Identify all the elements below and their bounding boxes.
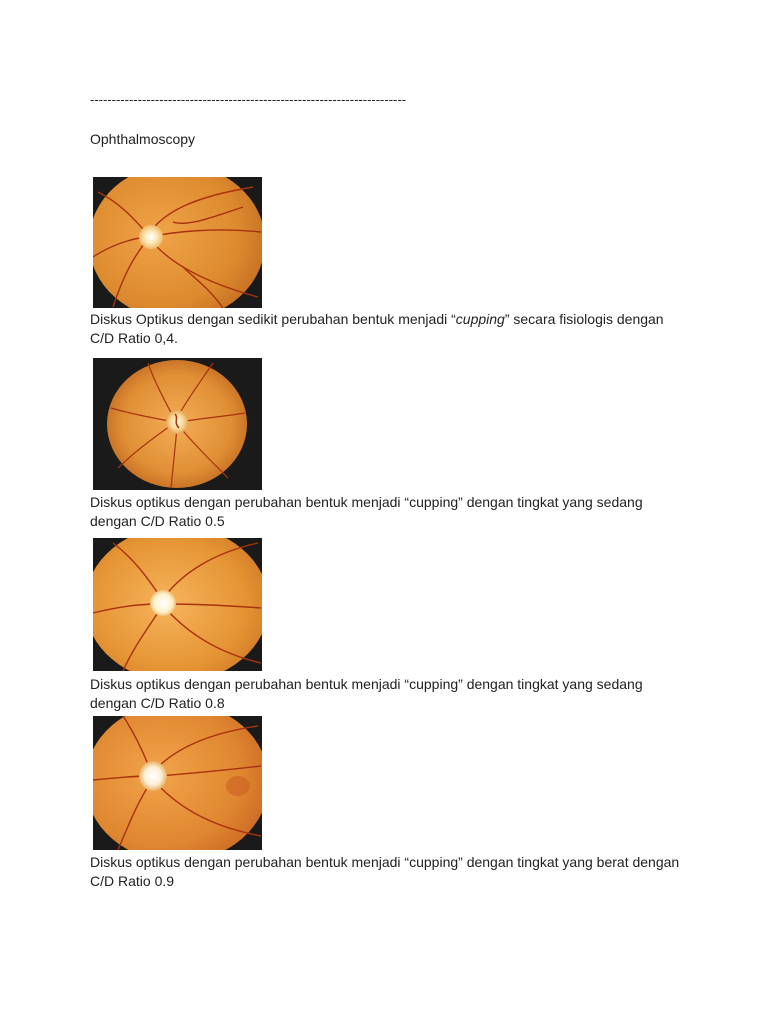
fundus-photo-icon xyxy=(93,538,262,671)
fundus-image-2 xyxy=(93,358,262,490)
fundus-photo-icon xyxy=(93,716,262,850)
caption-emphasis: cupping xyxy=(455,311,505,327)
caption-text: Diskus Optikus dengan sedikit perubahan bentuk menjadi “ xyxy=(90,311,456,327)
section-heading: Ophthalmoscopy xyxy=(90,131,196,147)
caption-text: ” secara fisiologis dengan C/D Ratio 0,4. xyxy=(90,311,664,346)
fundus-image-4 xyxy=(93,716,262,850)
figure-caption-3: Diskus optikus dengan perubahan bentuk menjadi “cupping” dengan tingkat yang sedang dengan C/D Ratio 0.8 xyxy=(90,676,643,711)
fundus-image-1 xyxy=(93,177,262,308)
figure-caption-4: Diskus optikus dengan perubahan bentuk menjadi “cupping” dengan tingkat yang berat dengan C/D Ratio 0.9 xyxy=(90,854,680,889)
fundus-photo-icon xyxy=(93,358,262,490)
section-divider: ------------------------------------------------------------------------- xyxy=(90,92,407,107)
figure-caption-2: Diskus optikus dengan perubahan bentuk menjadi “cupping” dengan tingkat yang sedang dengan C/D Ratio 0.5 xyxy=(90,494,643,529)
fundus-image-3 xyxy=(93,538,262,671)
fundus-photo-icon xyxy=(93,177,262,308)
figure-caption-1 xyxy=(90,310,690,348)
